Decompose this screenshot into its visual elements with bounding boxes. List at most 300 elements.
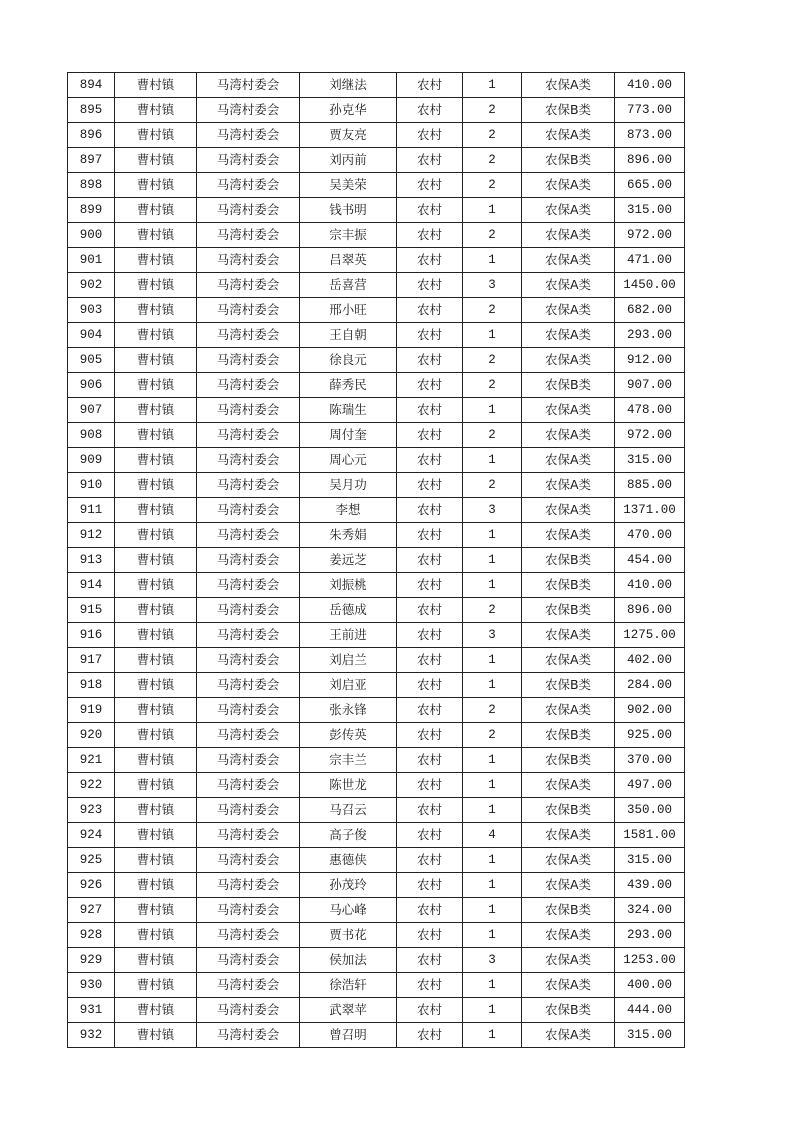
cell-amount: 497.00	[615, 773, 685, 798]
cell-name: 孙克华	[300, 98, 397, 123]
table-row	[68, 1023, 685, 1048]
cell-household-size: 3	[463, 948, 522, 973]
cell-category: 农保A类	[522, 448, 615, 473]
cell-name: 周付奎	[300, 423, 397, 448]
cell-seq: 907	[68, 398, 115, 423]
cell-amount: 972.00	[615, 223, 685, 248]
cell-village-committee: 马湾村委会	[197, 423, 300, 448]
cell-village-committee: 马湾村委会	[197, 148, 300, 173]
cell-category: 农保A类	[522, 623, 615, 648]
cell-name: 王自朝	[300, 323, 397, 348]
cell-household-size: 1	[463, 573, 522, 598]
cell-village-committee: 马湾村委会	[197, 273, 300, 298]
cell-name: 邢小旺	[300, 298, 397, 323]
cell-category: 农保A类	[522, 698, 615, 723]
cell-name: 刘启兰	[300, 648, 397, 673]
table-row	[68, 823, 685, 848]
cell-area-type: 农村	[397, 548, 463, 573]
cell-household-size: 2	[463, 698, 522, 723]
cell-village-committee: 马湾村委会	[197, 523, 300, 548]
table-row	[68, 898, 685, 923]
cell-village-committee: 马湾村委会	[197, 548, 300, 573]
cell-seq: 894	[68, 73, 115, 98]
cell-village-committee: 马湾村委会	[197, 73, 300, 98]
cell-name: 刘振桃	[300, 573, 397, 598]
cell-category: 农保A类	[522, 523, 615, 548]
table-row	[68, 173, 685, 198]
cell-seq: 921	[68, 748, 115, 773]
cell-village-committee: 马湾村委会	[197, 1023, 300, 1048]
cell-town: 曹村镇	[115, 598, 197, 623]
cell-household-size: 4	[463, 823, 522, 848]
cell-category: 农保A类	[522, 298, 615, 323]
cell-category: 农保B类	[522, 673, 615, 698]
cell-seq: 906	[68, 373, 115, 398]
cell-category: 农保B类	[522, 98, 615, 123]
cell-area-type: 农村	[397, 423, 463, 448]
cell-household-size: 2	[463, 348, 522, 373]
cell-village-committee: 马湾村委会	[197, 998, 300, 1023]
cell-amount: 1581.00	[615, 823, 685, 848]
cell-town: 曹村镇	[115, 473, 197, 498]
cell-area-type: 农村	[397, 648, 463, 673]
cell-area-type: 农村	[397, 148, 463, 173]
cell-area-type: 农村	[397, 698, 463, 723]
cell-town: 曹村镇	[115, 148, 197, 173]
cell-town: 曹村镇	[115, 123, 197, 148]
cell-category: 农保A类	[522, 948, 615, 973]
cell-category: 农保B类	[522, 748, 615, 773]
cell-name: 宗丰兰	[300, 748, 397, 773]
cell-town: 曹村镇	[115, 298, 197, 323]
cell-amount: 1253.00	[615, 948, 685, 973]
table-row	[68, 423, 685, 448]
cell-seq: 916	[68, 623, 115, 648]
cell-area-type: 农村	[397, 748, 463, 773]
cell-name: 陈瑞生	[300, 398, 397, 423]
cell-area-type: 农村	[397, 573, 463, 598]
cell-household-size: 1	[463, 523, 522, 548]
cell-seq: 931	[68, 998, 115, 1023]
cell-seq: 925	[68, 848, 115, 873]
cell-category: 农保B类	[522, 148, 615, 173]
cell-name: 李想	[300, 498, 397, 523]
cell-household-size: 1	[463, 548, 522, 573]
cell-village-committee: 马湾村委会	[197, 223, 300, 248]
cell-seq: 915	[68, 598, 115, 623]
cell-household-size: 1	[463, 448, 522, 473]
cell-household-size: 1	[463, 248, 522, 273]
cell-seq: 924	[68, 823, 115, 848]
cell-village-committee: 马湾村委会	[197, 498, 300, 523]
table-row	[68, 848, 685, 873]
cell-town: 曹村镇	[115, 573, 197, 598]
cell-category: 农保A类	[522, 423, 615, 448]
cell-amount: 293.00	[615, 923, 685, 948]
cell-amount: 470.00	[615, 523, 685, 548]
cell-category: 农保A类	[522, 73, 615, 98]
table-row	[68, 923, 685, 948]
cell-category: 农保A类	[522, 198, 615, 223]
cell-name: 岳德成	[300, 598, 397, 623]
cell-town: 曹村镇	[115, 423, 197, 448]
cell-name: 曾召明	[300, 1023, 397, 1048]
cell-category: 农保B类	[522, 898, 615, 923]
cell-amount: 1275.00	[615, 623, 685, 648]
cell-amount: 873.00	[615, 123, 685, 148]
cell-area-type: 农村	[397, 323, 463, 348]
cell-seq: 911	[68, 498, 115, 523]
table-row	[68, 348, 685, 373]
cell-town: 曹村镇	[115, 623, 197, 648]
cell-town: 曹村镇	[115, 998, 197, 1023]
table-row	[68, 248, 685, 273]
cell-name: 王前进	[300, 623, 397, 648]
cell-area-type: 农村	[397, 623, 463, 648]
cell-area-type: 农村	[397, 398, 463, 423]
cell-seq: 913	[68, 548, 115, 573]
table-row	[68, 748, 685, 773]
table-row	[68, 648, 685, 673]
cell-name: 吴月功	[300, 473, 397, 498]
cell-household-size: 2	[463, 473, 522, 498]
cell-town: 曹村镇	[115, 223, 197, 248]
cell-category: 农保A类	[522, 123, 615, 148]
cell-household-size: 1	[463, 898, 522, 923]
cell-household-size: 2	[463, 423, 522, 448]
cell-village-committee: 马湾村委会	[197, 123, 300, 148]
cell-household-size: 1	[463, 198, 522, 223]
cell-household-size: 2	[463, 98, 522, 123]
cell-town: 曹村镇	[115, 773, 197, 798]
cell-seq: 895	[68, 98, 115, 123]
cell-amount: 972.00	[615, 423, 685, 448]
table-row	[68, 73, 685, 98]
cell-name: 陈世龙	[300, 773, 397, 798]
table-row	[68, 798, 685, 823]
cell-category: 农保A类	[522, 848, 615, 873]
cell-village-committee: 马湾村委会	[197, 98, 300, 123]
cell-village-committee: 马湾村委会	[197, 248, 300, 273]
cell-name: 刘继法	[300, 73, 397, 98]
cell-household-size: 1	[463, 1023, 522, 1048]
cell-amount: 1371.00	[615, 498, 685, 523]
table-row	[68, 273, 685, 298]
cell-household-size: 2	[463, 373, 522, 398]
cell-area-type: 农村	[397, 298, 463, 323]
cell-town: 曹村镇	[115, 273, 197, 298]
cell-amount: 293.00	[615, 323, 685, 348]
cell-category: 农保A类	[522, 473, 615, 498]
cell-area-type: 农村	[397, 348, 463, 373]
cell-seq: 896	[68, 123, 115, 148]
cell-village-committee: 马湾村委会	[197, 648, 300, 673]
cell-household-size: 1	[463, 673, 522, 698]
cell-seq: 901	[68, 248, 115, 273]
cell-area-type: 农村	[397, 823, 463, 848]
cell-category: 农保A类	[522, 773, 615, 798]
cell-category: 农保B类	[522, 798, 615, 823]
cell-seq: 902	[68, 273, 115, 298]
cell-area-type: 农村	[397, 973, 463, 998]
cell-name: 马心峰	[300, 898, 397, 923]
cell-town: 曹村镇	[115, 823, 197, 848]
cell-amount: 773.00	[615, 98, 685, 123]
table-row	[68, 998, 685, 1023]
cell-amount: 370.00	[615, 748, 685, 773]
cell-name: 刘启亚	[300, 673, 397, 698]
cell-household-size: 2	[463, 223, 522, 248]
cell-category: 农保A类	[522, 873, 615, 898]
table-row	[68, 723, 685, 748]
cell-seq: 910	[68, 473, 115, 498]
cell-amount: 284.00	[615, 673, 685, 698]
cell-category: 农保A类	[522, 223, 615, 248]
cell-amount: 682.00	[615, 298, 685, 323]
cell-seq: 912	[68, 523, 115, 548]
cell-area-type: 农村	[397, 273, 463, 298]
table-row	[68, 498, 685, 523]
table-row	[68, 298, 685, 323]
table-row	[68, 598, 685, 623]
cell-town: 曹村镇	[115, 948, 197, 973]
cell-town: 曹村镇	[115, 248, 197, 273]
table-row	[68, 548, 685, 573]
cell-village-committee: 马湾村委会	[197, 698, 300, 723]
cell-amount: 478.00	[615, 398, 685, 423]
cell-town: 曹村镇	[115, 723, 197, 748]
cell-amount: 902.00	[615, 698, 685, 723]
cell-area-type: 农村	[397, 798, 463, 823]
cell-name: 张永锋	[300, 698, 397, 723]
cell-category: 农保A类	[522, 973, 615, 998]
cell-seq: 917	[68, 648, 115, 673]
table-row	[68, 198, 685, 223]
cell-seq: 929	[68, 948, 115, 973]
cell-category: 农保B类	[522, 548, 615, 573]
cell-village-committee: 马湾村委会	[197, 373, 300, 398]
cell-household-size: 3	[463, 273, 522, 298]
table-row	[68, 973, 685, 998]
cell-category: 农保A类	[522, 923, 615, 948]
cell-household-size: 1	[463, 398, 522, 423]
cell-village-committee: 马湾村委会	[197, 473, 300, 498]
cell-amount: 439.00	[615, 873, 685, 898]
cell-name: 高子俊	[300, 823, 397, 848]
cell-area-type: 农村	[397, 373, 463, 398]
cell-amount: 315.00	[615, 198, 685, 223]
cell-amount: 896.00	[615, 148, 685, 173]
cell-household-size: 1	[463, 998, 522, 1023]
cell-seq: 899	[68, 198, 115, 223]
cell-town: 曹村镇	[115, 698, 197, 723]
cell-village-committee: 马湾村委会	[197, 623, 300, 648]
cell-category: 农保B类	[522, 573, 615, 598]
data-table	[67, 72, 685, 1048]
cell-category: 农保A类	[522, 648, 615, 673]
cell-area-type: 农村	[397, 848, 463, 873]
cell-seq: 928	[68, 923, 115, 948]
table-row	[68, 698, 685, 723]
table-row	[68, 398, 685, 423]
cell-category: 农保A类	[522, 398, 615, 423]
cell-name: 周心元	[300, 448, 397, 473]
cell-area-type: 农村	[397, 723, 463, 748]
cell-seq: 904	[68, 323, 115, 348]
cell-household-size: 2	[463, 148, 522, 173]
cell-name: 贾友亮	[300, 123, 397, 148]
table-row	[68, 123, 685, 148]
cell-category: 农保A类	[522, 1023, 615, 1048]
cell-area-type: 农村	[397, 923, 463, 948]
cell-category: 农保A类	[522, 348, 615, 373]
cell-name: 徐浩轩	[300, 973, 397, 998]
cell-town: 曹村镇	[115, 648, 197, 673]
cell-village-committee: 马湾村委会	[197, 923, 300, 948]
cell-category: 农保A类	[522, 823, 615, 848]
cell-category: 农保A类	[522, 248, 615, 273]
cell-name: 姜远芝	[300, 548, 397, 573]
table-row	[68, 523, 685, 548]
cell-seq: 923	[68, 798, 115, 823]
cell-amount: 912.00	[615, 348, 685, 373]
cell-name: 马召云	[300, 798, 397, 823]
cell-seq: 914	[68, 573, 115, 598]
cell-amount: 907.00	[615, 373, 685, 398]
cell-amount: 400.00	[615, 973, 685, 998]
cell-town: 曹村镇	[115, 498, 197, 523]
cell-amount: 402.00	[615, 648, 685, 673]
cell-amount: 315.00	[615, 1023, 685, 1048]
cell-area-type: 农村	[397, 98, 463, 123]
cell-household-size: 1	[463, 923, 522, 948]
cell-name: 侯加法	[300, 948, 397, 973]
cell-area-type: 农村	[397, 998, 463, 1023]
cell-seq: 909	[68, 448, 115, 473]
cell-category: 农保A类	[522, 323, 615, 348]
cell-seq: 900	[68, 223, 115, 248]
table-row	[68, 573, 685, 598]
cell-area-type: 农村	[397, 948, 463, 973]
cell-area-type: 农村	[397, 1023, 463, 1048]
table-row	[68, 148, 685, 173]
cell-area-type: 农村	[397, 473, 463, 498]
cell-town: 曹村镇	[115, 523, 197, 548]
table-row	[68, 773, 685, 798]
cell-area-type: 农村	[397, 73, 463, 98]
cell-household-size: 3	[463, 623, 522, 648]
cell-area-type: 农村	[397, 773, 463, 798]
cell-seq: 903	[68, 298, 115, 323]
cell-village-committee: 马湾村委会	[197, 773, 300, 798]
cell-area-type: 农村	[397, 123, 463, 148]
table-row	[68, 448, 685, 473]
cell-village-committee: 马湾村委会	[197, 798, 300, 823]
cell-seq: 897	[68, 148, 115, 173]
cell-name: 彭传英	[300, 723, 397, 748]
cell-town: 曹村镇	[115, 448, 197, 473]
cell-category: 农保A类	[522, 498, 615, 523]
cell-seq: 920	[68, 723, 115, 748]
cell-town: 曹村镇	[115, 1023, 197, 1048]
cell-name: 宗丰振	[300, 223, 397, 248]
table-row	[68, 223, 685, 248]
cell-area-type: 农村	[397, 498, 463, 523]
cell-village-committee: 马湾村委会	[197, 298, 300, 323]
cell-town: 曹村镇	[115, 673, 197, 698]
cell-area-type: 农村	[397, 898, 463, 923]
cell-amount: 454.00	[615, 548, 685, 573]
cell-town: 曹村镇	[115, 348, 197, 373]
cell-town: 曹村镇	[115, 73, 197, 98]
cell-amount: 885.00	[615, 473, 685, 498]
cell-household-size: 1	[463, 873, 522, 898]
cell-town: 曹村镇	[115, 398, 197, 423]
cell-area-type: 农村	[397, 173, 463, 198]
cell-category: 农保B类	[522, 598, 615, 623]
cell-seq: 927	[68, 898, 115, 923]
cell-area-type: 农村	[397, 598, 463, 623]
cell-household-size: 3	[463, 498, 522, 523]
cell-household-size: 1	[463, 648, 522, 673]
cell-category: 农保A类	[522, 173, 615, 198]
cell-seq: 922	[68, 773, 115, 798]
cell-village-committee: 马湾村委会	[197, 348, 300, 373]
cell-name: 武翠苹	[300, 998, 397, 1023]
cell-amount: 925.00	[615, 723, 685, 748]
cell-amount: 315.00	[615, 448, 685, 473]
cell-village-committee: 马湾村委会	[197, 573, 300, 598]
cell-town: 曹村镇	[115, 198, 197, 223]
table-row	[68, 373, 685, 398]
cell-amount: 444.00	[615, 998, 685, 1023]
cell-household-size: 1	[463, 73, 522, 98]
cell-town: 曹村镇	[115, 373, 197, 398]
cell-seq: 905	[68, 348, 115, 373]
cell-name: 孙茂玲	[300, 873, 397, 898]
cell-town: 曹村镇	[115, 748, 197, 773]
cell-town: 曹村镇	[115, 323, 197, 348]
cell-name: 钱书明	[300, 198, 397, 223]
cell-village-committee: 马湾村委会	[197, 723, 300, 748]
cell-village-committee: 马湾村委会	[197, 748, 300, 773]
cell-seq: 926	[68, 873, 115, 898]
cell-amount: 315.00	[615, 848, 685, 873]
cell-household-size: 1	[463, 973, 522, 998]
cell-name: 惠德侠	[300, 848, 397, 873]
cell-amount: 324.00	[615, 898, 685, 923]
cell-village-committee: 马湾村委会	[197, 598, 300, 623]
cell-town: 曹村镇	[115, 873, 197, 898]
cell-amount: 350.00	[615, 798, 685, 823]
cell-name: 岳喜营	[300, 273, 397, 298]
cell-amount: 896.00	[615, 598, 685, 623]
cell-household-size: 2	[463, 123, 522, 148]
cell-area-type: 农村	[397, 223, 463, 248]
cell-village-committee: 马湾村委会	[197, 948, 300, 973]
cell-seq: 932	[68, 1023, 115, 1048]
cell-household-size: 1	[463, 323, 522, 348]
cell-town: 曹村镇	[115, 98, 197, 123]
cell-name: 吴美荣	[300, 173, 397, 198]
cell-village-committee: 马湾村委会	[197, 848, 300, 873]
cell-amount: 665.00	[615, 173, 685, 198]
cell-amount: 471.00	[615, 248, 685, 273]
cell-town: 曹村镇	[115, 798, 197, 823]
cell-village-committee: 马湾村委会	[197, 973, 300, 998]
cell-town: 曹村镇	[115, 973, 197, 998]
cell-village-committee: 马湾村委会	[197, 673, 300, 698]
